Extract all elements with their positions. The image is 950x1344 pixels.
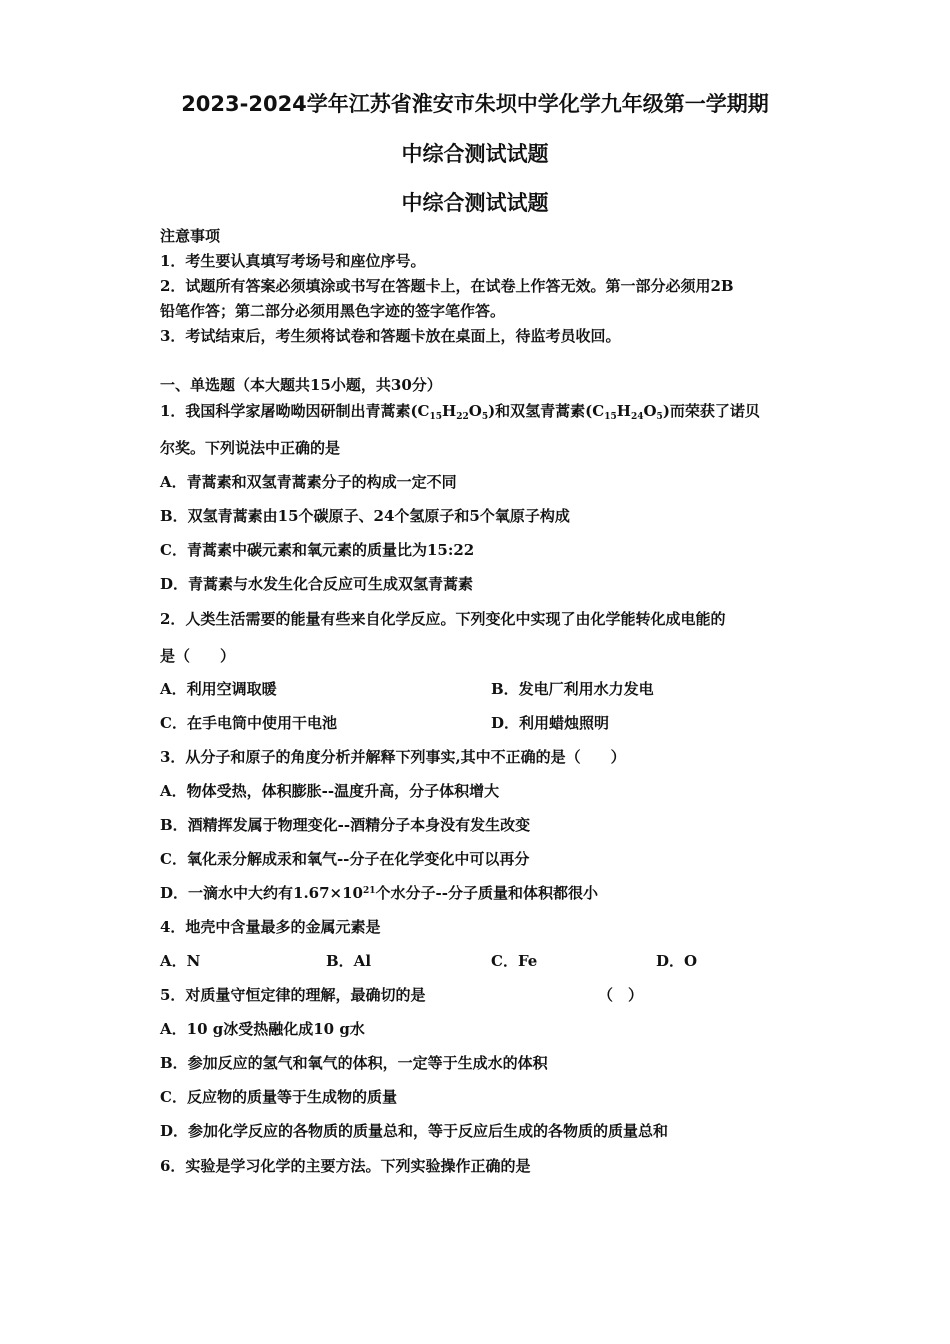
q1-sub: 5 xyxy=(656,412,663,422)
q1-sub: 15 xyxy=(604,412,617,422)
q1-sub: 22 xyxy=(456,412,469,422)
q5-option-d: D．参加化学反应的各物质的质量总和，等于反应后生成的各物质的质量总和 xyxy=(160,1122,669,1140)
q5-option-c: C．反应物的质量等于生成物的质量 xyxy=(160,1088,397,1106)
q3-option-b: B．酒精挥发属于物理变化--酒精分子本身没有发生改变 xyxy=(160,816,531,834)
notice-item-2: 2．试题所有答案必须填涂或书写在答题卡上，在试卷上作答无效。第一部分必须用2B xyxy=(160,277,734,295)
q1-text: O xyxy=(468,402,482,420)
q5-option-a: A．10 g冰受热融化成10 g水 xyxy=(160,1020,365,1038)
q1-text: H xyxy=(616,402,631,420)
q1-sub: 15 xyxy=(429,412,443,422)
q2-option-c: C．在手电筒中使用干电池 xyxy=(160,714,337,732)
q3-option-d xyxy=(160,883,598,903)
q1-stem-line2: 尔奖。下列说法中正确的是 xyxy=(160,439,341,457)
q4-option-b: B．Al xyxy=(326,952,372,970)
q2-stem-line2: 是（ ） xyxy=(160,647,236,665)
q3-option-d-text: 个水分子--分子质量和体积都很小 xyxy=(375,884,598,902)
q3-option-d-exponent: 21 xyxy=(362,886,376,896)
q1-sub: 24 xyxy=(630,412,644,422)
q1-option-d: D．青蒿素与水发生化合反应可生成双氢青蒿素 xyxy=(160,575,474,593)
q1-option-c: C．青蒿素中碳元素和氧元素的质量比为15:22 xyxy=(160,541,475,559)
q1-sub: 5 xyxy=(481,412,489,422)
q3-option-a: A．物体受热，体积膨胀--温度升高，分子体积增大 xyxy=(160,782,500,800)
section-heading: 一、单选题（本大题共15小题，共30分） xyxy=(160,376,442,394)
q1-stem-line1 xyxy=(160,401,760,421)
title-line-3: 中综合测试试题 xyxy=(401,191,549,215)
q2-option-d: D．利用蜡烛照明 xyxy=(491,714,610,732)
title-line-2: 中综合测试试题 xyxy=(401,142,549,166)
q4-option-c: C．Fe xyxy=(491,952,538,970)
q1-text: 1．我国科学家屠呦呦因研制出青蒿素(C xyxy=(160,402,430,420)
notice-heading: 注意事项 xyxy=(160,227,221,245)
q1-text: O xyxy=(643,402,657,420)
notice-item-2-cont: 铅笔作答；第二部分必须用黑色字迹的签字笔作答。 xyxy=(160,302,506,320)
q3-stem: 3．从分子和原子的角度分析并解释下列事实,其中不正确的是（ ） xyxy=(160,748,626,766)
q6-stem: 6．实验是学习化学的主要方法。下列实验操作正确的是 xyxy=(160,1157,531,1175)
q1-text: )和双氢青蒿素(C xyxy=(488,402,605,420)
q5-stem: 5．对质量守恒定律的理解，最确切的是 xyxy=(160,986,426,1004)
q1-option-b: B．双氢青蒿素由15个碳原子、24个氢原子和5个氧原子构成 xyxy=(160,507,570,525)
q3-option-d-text: D．一滴水中大约有1.67×10 xyxy=(160,884,363,902)
q1-text: )而荣获了诺贝 xyxy=(662,402,760,420)
q2-option-a: A．利用空调取暖 xyxy=(160,680,277,698)
q5-answer-bracket: （ ） xyxy=(598,986,644,1004)
q4-option-d: D．O xyxy=(656,952,698,970)
title-line-1: 2023-2024学年江苏省淮安市朱坝中学化学九年级第一学期期 xyxy=(181,92,769,116)
q3-option-c: C．氧化汞分解成汞和氧气--分子在化学变化中可以再分 xyxy=(160,850,530,868)
q4-stem: 4．地壳中含量最多的金属元素是 xyxy=(160,918,381,936)
q5-option-b: B．参加反应的氢气和氧气的体积，一定等于生成水的体积 xyxy=(160,1054,548,1072)
q1-option-a: A．青蒿素和双氢青蒿素分子的构成一定不同 xyxy=(160,473,457,491)
q1-text: H xyxy=(442,402,457,420)
notice-item-3: 3．考试结束后，考生须将试卷和答题卡放在桌面上，待监考员收回。 xyxy=(160,327,621,345)
q2-option-b: B．发电厂利用水力发电 xyxy=(491,680,654,698)
q4-option-a: A．N xyxy=(160,952,201,970)
notice-item-1: 1．考生要认真填写考场号和座位序号。 xyxy=(160,252,426,270)
q2-stem-line1: 2．人类生活需要的能量有些来自化学反应。下列变化中实现了由化学能转化成电能的 xyxy=(160,610,726,628)
